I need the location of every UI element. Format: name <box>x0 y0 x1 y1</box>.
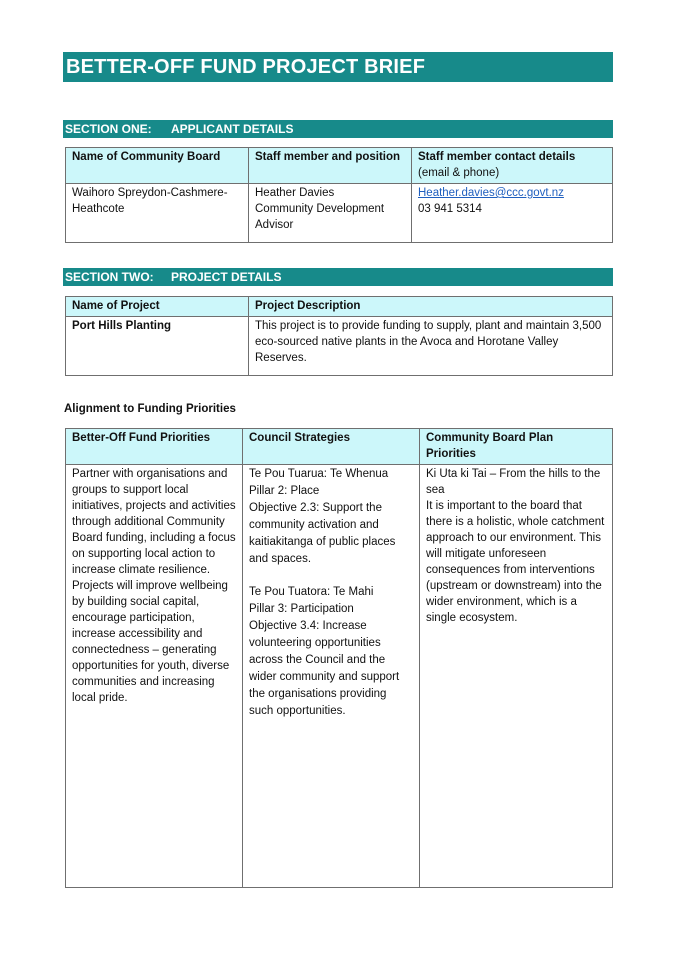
strategy-1-pou: Te Pou Tuarua: Te Whenua <box>249 468 389 480</box>
header-project-name: Name of Project <box>66 297 249 317</box>
board-plan-text: It is important to the board that there is a holistic, whole catchment approach to our environment. This will mitigate unforeseen consequences from interventions (upstream or downstream) into the wider environment, which is a single ecosystem. <box>426 500 605 624</box>
cell-board-plan <box>420 465 613 888</box>
cell-priorities: Partner with organisations and groups to support local initiatives, projects and activities through additional Community Board funding, including a focus on supporting local action to increase climate resilience. Projects will improve wellbeing by building social capital, encourage participation, increase accessibility and connectedness – generating opportunities for youth, diverse communities and increasing local pride. <box>66 465 243 888</box>
header-priorities: Better-Off Fund Priorities <box>66 429 243 465</box>
staff-position: Community Development Advisor <box>255 203 385 231</box>
header-community-board: Name of Community Board <box>66 148 249 184</box>
strategy-1-pillar: Pillar 2: Place <box>249 485 320 497</box>
section-one-number: SECTION ONE: <box>65 122 152 136</box>
staff-name: Heather Davies <box>255 187 335 199</box>
strategy-2-pillar: Pillar 3: Participation <box>249 603 354 615</box>
section-two-header <box>63 268 613 286</box>
project-details-table <box>65 296 613 376</box>
email-link[interactable]: Heather.davies@ccc.govt.nz <box>418 187 564 199</box>
header-board-plan: Community Board Plan Priorities <box>420 429 613 465</box>
section-two-number: SECTION TWO: <box>65 270 154 284</box>
alignment-table <box>65 428 613 888</box>
cell-strategies <box>243 465 420 888</box>
page-title: BETTER-OFF FUND PROJECT BRIEF <box>63 52 613 82</box>
header-staff-member: Staff member and position <box>249 148 412 184</box>
cell-community-board: Waihoro Spreydon-Cashmere-Heathcote <box>66 184 249 243</box>
strategy-2-objective: Objective 3.4: Increase volunteering opportunities across the Council and the wider community and support the organisations providing such opportunities. <box>249 620 400 717</box>
header-strategies: Council Strategies <box>243 429 420 465</box>
header-project-description: Project Description <box>249 297 613 317</box>
section-one-label: APPLICANT DETAILS <box>171 122 294 136</box>
header-contact <box>412 148 613 184</box>
cell-contact <box>412 184 613 243</box>
cell-project-description: This project is to provide funding to supply, plant and maintain 3,500 eco-sourced native plants in the Avoca and Horotane Valley Reserves. <box>249 317 613 376</box>
section-two-label: PROJECT DETAILS <box>171 270 282 284</box>
alignment-title: Alignment to Funding Priorities <box>64 403 236 415</box>
cell-project-name: Port Hills Planting <box>66 317 249 376</box>
strategy-1-objective: Objective 2.3: Support the community activation and kaitiakitanga of public places and spaces. <box>249 502 396 565</box>
header-contact-sub: (email & phone) <box>418 167 500 179</box>
board-plan-heading: Ki Uta ki Tai – From the hills to the sea <box>426 468 601 496</box>
header-contact-label: Staff member contact details <box>418 151 576 163</box>
strategy-2-pou: Te Pou Tuatora: Te Mahi <box>249 586 374 598</box>
cell-staff-member <box>249 184 412 243</box>
phone-number: 03 941 5314 <box>418 203 482 215</box>
applicant-details-table <box>65 147 613 243</box>
section-one-header <box>63 120 613 138</box>
